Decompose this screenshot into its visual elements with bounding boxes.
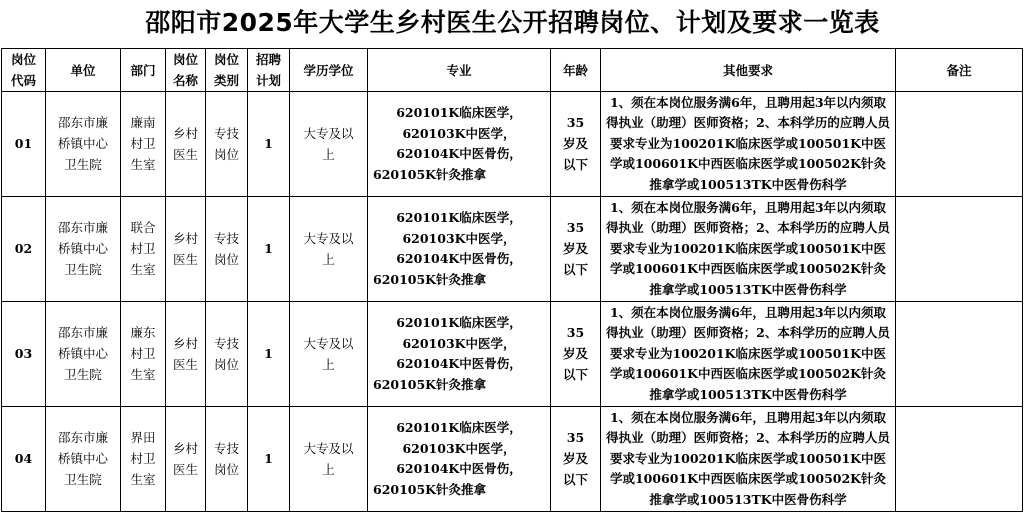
table-row bbox=[2, 92, 1023, 197]
cell-plan: 1 bbox=[248, 407, 290, 512]
cell-code: 04 bbox=[2, 407, 46, 512]
cell-code: 03 bbox=[2, 302, 46, 407]
recruitment-table bbox=[1, 48, 1023, 512]
header-unit: 单位 bbox=[46, 49, 121, 92]
cell-dept: 联合村卫生室 bbox=[121, 197, 166, 302]
cell-major: 620101K临床医学，620103K中医学，620104K中医骨伤，620105K针灸推拿 bbox=[368, 197, 551, 302]
cell-remark bbox=[896, 197, 1023, 302]
cell-dept: 廉南村卫生室 bbox=[121, 92, 166, 197]
cell-other: 1、须在本岗位服务满6年，且聘用起3年以内须取得执业（助理）医师资格；2、本科学历的应聘人员要求专业为100201K临床医学或100501K中医学或100601K中西医临床医学或100502K针灸推拿学或100513TK中医骨伤科学 bbox=[601, 302, 896, 407]
header-plan: 招聘计划 bbox=[248, 49, 290, 92]
cell-other: 1、须在本岗位服务满6年，且聘用起3年以内须取得执业（助理）医师资格；2、本科学历的应聘人员要求专业为100201K临床医学或100501K中医学或100601K中西医临床医学或100502K针灸推拿学或100513TK中医骨伤科学 bbox=[601, 92, 896, 197]
cell-dept: 界田村卫生室 bbox=[121, 407, 166, 512]
cell-remark bbox=[896, 92, 1023, 197]
cell-post-name: 乡村医生 bbox=[166, 197, 206, 302]
header-education: 学历学位 bbox=[290, 49, 368, 92]
cell-major: 620101K临床医学，620103K中医学，620104K中医骨伤，620105K针灸推拿 bbox=[368, 407, 551, 512]
cell-plan: 1 bbox=[248, 302, 290, 407]
cell-plan: 1 bbox=[248, 197, 290, 302]
page-title: 邵阳市2025年大学生乡村医生公开招聘岗位、计划及要求一览表 bbox=[145, 8, 880, 37]
cell-education: 大专及以上 bbox=[290, 302, 368, 407]
cell-unit: 邵东市廉桥镇中心卫生院 bbox=[46, 302, 121, 407]
cell-unit: 邵东市廉桥镇中心卫生院 bbox=[46, 92, 121, 197]
cell-education: 大专及以上 bbox=[290, 197, 368, 302]
header-code: 岗位代码 bbox=[2, 49, 46, 92]
cell-education: 大专及以上 bbox=[290, 407, 368, 512]
cell-code: 01 bbox=[2, 92, 46, 197]
cell-post-name: 乡村医生 bbox=[166, 407, 206, 512]
cell-major: 620101K临床医学，620103K中医学，620104K中医骨伤，620105K针灸推拿 bbox=[368, 302, 551, 407]
table-header-row bbox=[2, 49, 1023, 92]
cell-age: 35岁及以下 bbox=[551, 92, 601, 197]
cell-other: 1、须在本岗位服务满6年，且聘用起3年以内须取得执业（助理）医师资格；2、本科学历的应聘人员要求专业为100201K临床医学或100501K中医学或100601K中西医临床医学或100502K针灸推拿学或100513TK中医骨伤科学 bbox=[601, 407, 896, 512]
cell-post-name: 乡村医生 bbox=[166, 92, 206, 197]
cell-post-name: 乡村医生 bbox=[166, 302, 206, 407]
cell-post-type: 专技岗位 bbox=[206, 407, 248, 512]
cell-unit: 邵东市廉桥镇中心卫生院 bbox=[46, 197, 121, 302]
cell-age: 35岁及以下 bbox=[551, 302, 601, 407]
cell-post-type: 专技岗位 bbox=[206, 92, 248, 197]
cell-age: 35岁及以下 bbox=[551, 407, 601, 512]
header-post-type: 岗位类别 bbox=[206, 49, 248, 92]
cell-dept: 廉东村卫生室 bbox=[121, 302, 166, 407]
cell-post-type: 专技岗位 bbox=[206, 197, 248, 302]
header-remark: 备注 bbox=[896, 49, 1023, 92]
header-other: 其他要求 bbox=[601, 49, 896, 92]
table-row bbox=[2, 407, 1023, 512]
header-age: 年龄 bbox=[551, 49, 601, 92]
cell-post-type: 专技岗位 bbox=[206, 302, 248, 407]
header-dept: 部门 bbox=[121, 49, 166, 92]
cell-remark bbox=[896, 407, 1023, 512]
cell-unit: 邵东市廉桥镇中心卫生院 bbox=[46, 407, 121, 512]
cell-age: 35岁及以下 bbox=[551, 197, 601, 302]
header-major: 专业 bbox=[368, 49, 551, 92]
cell-code: 02 bbox=[2, 197, 46, 302]
table-row bbox=[2, 302, 1023, 407]
cell-remark bbox=[896, 302, 1023, 407]
cell-other: 1、须在本岗位服务满6年，且聘用起3年以内须取得执业（助理）医师资格；2、本科学历的应聘人员要求专业为100201K临床医学或100501K中医学或100601K中西医临床医学或100502K针灸推拿学或100513TK中医骨伤科学 bbox=[601, 197, 896, 302]
table-row bbox=[2, 197, 1023, 302]
cell-plan: 1 bbox=[248, 92, 290, 197]
cell-major: 620101K临床医学，620103K中医学，620104K中医骨伤，620105K针灸推拿 bbox=[368, 92, 551, 197]
header-post-name: 岗位名称 bbox=[166, 49, 206, 92]
cell-education: 大专及以上 bbox=[290, 92, 368, 197]
